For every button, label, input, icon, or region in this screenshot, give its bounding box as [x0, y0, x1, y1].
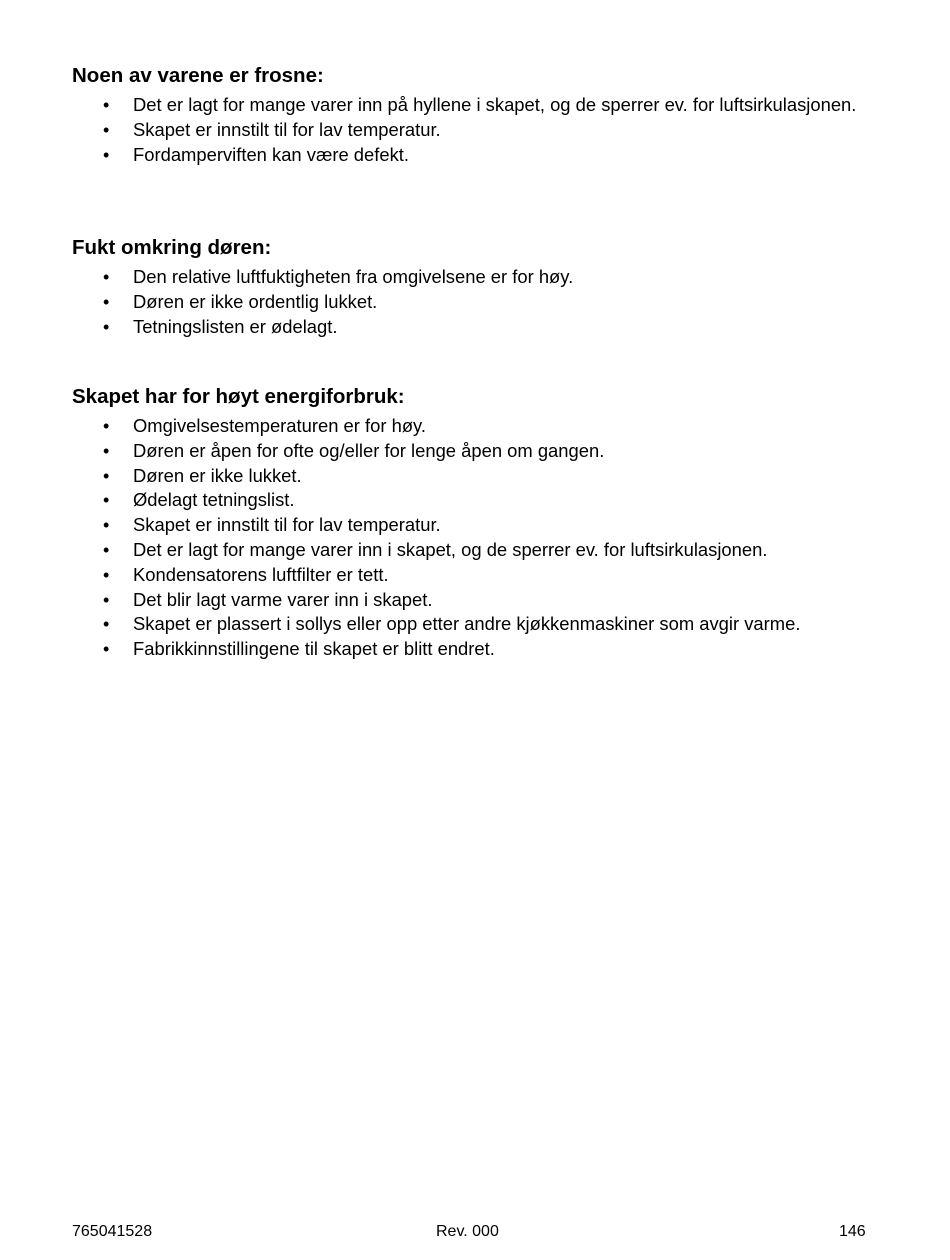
bullet-list [72, 265, 892, 339]
bullet-icon: • [103, 614, 110, 635]
bullet-icon: • [103, 490, 110, 511]
bullet-icon: • [103, 465, 110, 486]
section-moisture-door [72, 235, 892, 339]
bullet-icon: • [103, 267, 110, 287]
bullet-icon: • [103, 515, 110, 536]
bullet-icon: • [103, 639, 110, 660]
list-item: • Skapet er innstilt til for lav temperatur. [72, 118, 892, 143]
list-item: • Fordamperviften kan være defekt. [72, 143, 892, 168]
bullet-icon: • [103, 440, 110, 461]
list-item: • Fabrikkinnstillingene til skapet er blitt endret. [72, 637, 892, 662]
footer-revision: Rev. 000 [436, 1223, 499, 1240]
list-item: • Den relative luftfuktigheten fra omgivelsene er for høy. [72, 265, 892, 290]
bullet-icon: • [103, 416, 110, 436]
bullet-icon: • [103, 589, 110, 610]
list-item: • Kondensatorens luftfilter er tett. [72, 563, 892, 588]
section-energy-consumption [72, 384, 892, 662]
bullet-icon: • [103, 95, 110, 115]
bullet-icon: • [103, 291, 110, 312]
list-item: • Omgivelsestemperaturen er for høy. [72, 414, 892, 439]
section-frozen-items [72, 63, 892, 167]
list-item: • Døren er ikke lukket. [72, 464, 892, 489]
list-item: • Det blir lagt varme varer inn i skapet. [72, 588, 892, 613]
footer-doc-number: 765041528 [72, 1223, 153, 1240]
bullet-icon: • [103, 119, 110, 140]
bullet-icon: • [103, 316, 110, 337]
list-item: • Det er lagt for mange varer inn i skapet, og de sperrer ev. for luftsirkulasjonen. [72, 538, 892, 563]
bullet-icon: • [103, 564, 110, 585]
section-heading: Noen av varene er frosne: [72, 64, 324, 87]
list-item: • Døren er ikke ordentlig lukket. [72, 290, 892, 315]
footer-page-number: 146 [839, 1223, 866, 1240]
bullet-icon: • [103, 539, 110, 560]
list-item: • Det er lagt for mange varer inn på hyllene i skapet, og de sperrer ev. for luftsirkulasjonen. [72, 93, 892, 118]
bullet-icon: • [103, 144, 110, 165]
list-item: • Døren er åpen for ofte og/eller for lenge åpen om gangen. [72, 439, 892, 464]
list-item: • Ødelagt tetningslist. [72, 488, 892, 513]
list-item: • Tetningslisten er ødelagt. [72, 315, 892, 340]
list-item: • Skapet er innstilt til for lav temperatur. [72, 513, 892, 538]
list-item: • Skapet er plassert i sollys eller opp etter andre kjøkkenmaskiner som avgir varme. [72, 612, 892, 637]
bullet-list [72, 93, 892, 167]
section-heading: Fukt omkring døren: [72, 236, 272, 259]
section-heading: Skapet har for høyt energiforbruk: [72, 385, 405, 408]
bullet-list [72, 414, 892, 662]
